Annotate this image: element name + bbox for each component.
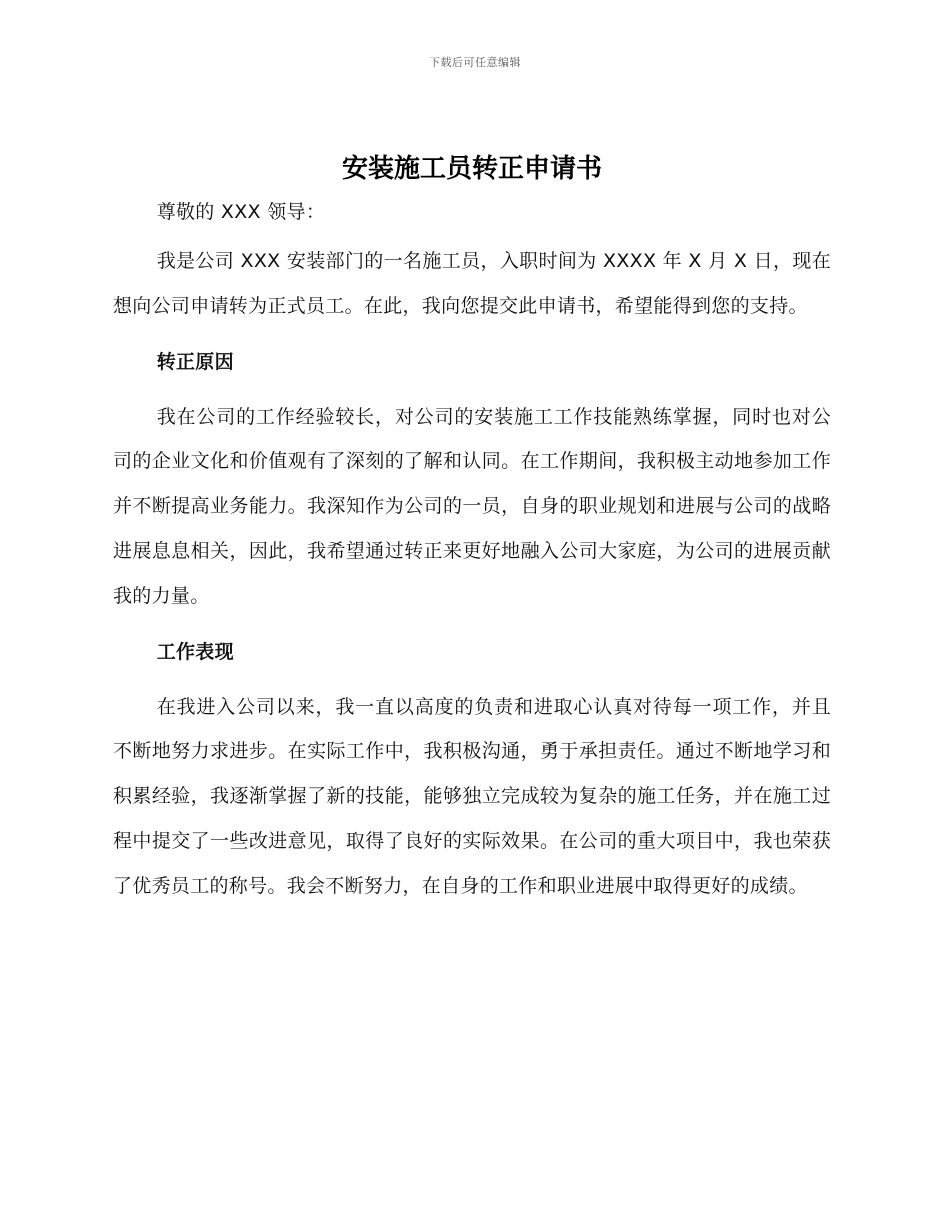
section-paragraph: 在我进入公司以来，我一直以高度的负责和进取心认真对待每一项工作，并且不断地努力求进步。在实际工作中，我积极沟通，勇于承担责任。通过不断地学习和积累经验，我逐渐掌握了新的技能，能够独立完成较为复杂的施工任务，并在施工过程中提交了一些改进意见，取得了良好的实际效果。在公司的重大项目中，我也荣获了优秀员工的称号。我会不断努力，在自身的工作和职业进展中取得更好的成绩。 [113, 695, 831, 897]
intro-paragraph: 我是公司 XXX 安装部门的一名施工员，入职时间为 XXXX 年 X 月 X 日，现在想向公司申请转为正式员工。在此，我向您提交此申请书，希望能得到您的支持。 [113, 250, 831, 317]
section-performance [113, 630, 831, 909]
header-note: 下载后可任意编辑 [429, 56, 521, 69]
section-reason [113, 340, 831, 619]
salutation: 尊敬的 XXX 领导： [156, 201, 326, 223]
document-title: 安装施工员转正申请书 [341, 154, 602, 184]
section-heading: 转正原因 [156, 350, 234, 373]
section-paragraph: 我在公司的工作经验较长，对公司的安装施工工作技能熟练掌握，同时也对公司的企业文化和价值观有了深刻的了解和认同。在工作期间，我积极主动地参加工作并不断提高业务能力。我深知作为公司的一员，自身的职业规划和进展与公司的战略进展息息相关，因此，我希望通过转正来更好地融入公司大家庭，为公司的进展贡献我的力量。 [113, 405, 831, 607]
section-heading: 工作表现 [156, 640, 234, 663]
document-body [113, 148, 831, 920]
